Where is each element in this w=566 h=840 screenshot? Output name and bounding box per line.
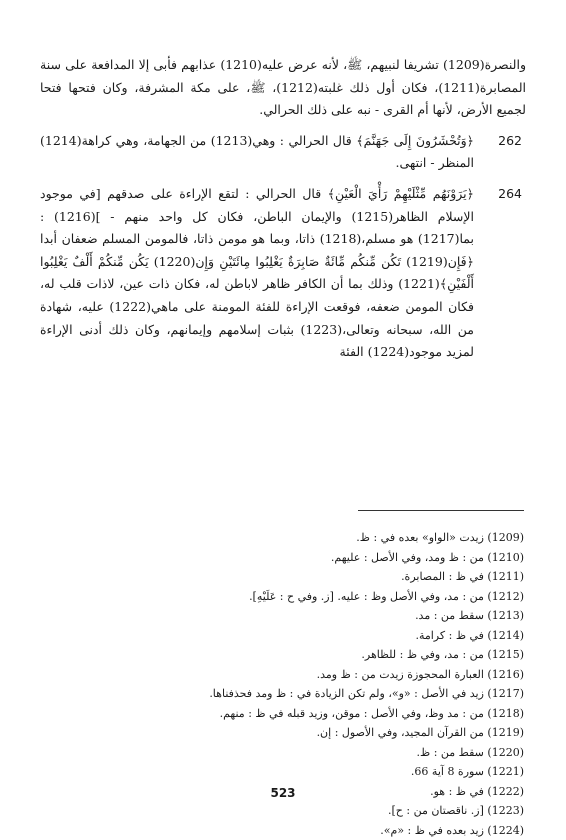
footnote: (1222) في ظ : هو. <box>60 782 524 802</box>
footnote: (1224) زيد بعده في ظ : «م». <box>60 821 524 840</box>
footnote: (1209) زيدت «الواو» بعده في : ظ. <box>60 528 524 548</box>
verse-number: 264 <box>498 183 522 206</box>
spacer <box>40 122 526 130</box>
spacer <box>40 175 526 183</box>
entry-264 <box>40 183 526 364</box>
footnote: (1210) من : ظ ومد، وفي الأصل : عليهم. <box>60 548 524 568</box>
footnote: (1220) سقط من : ظ. <box>60 743 524 763</box>
main-text <box>40 54 526 364</box>
footnote: (1212) من : مد، وفي الأصل وظ : عليه. [ز. وفي ح : عَلَيْهِ]. <box>60 587 524 607</box>
footnote: (1215) من : مد، وفي ظ : للظاهر. <box>60 645 524 665</box>
footnote-separator <box>358 510 524 511</box>
footnote: (1214) في ظ : كرامة. <box>60 626 524 646</box>
footnote: (1221) سورة 8 آية 66. <box>60 762 524 782</box>
footnote: (1219) من القرآن المجيد، وفي الأصول : إن. <box>60 723 524 743</box>
paragraph-continuation: والنصرة(1209) تشريفا لنبيهم، ﷺ، لأنه عرض عليه(1210) عذابهم فأبى إلا المدافعة على سنة المصابرة(1211)، فكان أول ذلك غلبته(1212)، ﷺ، على مكة المشرفة، وكان فتحها فتحا لجميع الأرض، لأنها أم القرى - نبه على ذلك الحرالي. <box>40 54 526 122</box>
entry-262 <box>40 130 526 175</box>
page-number: 523 <box>0 786 566 800</box>
entry-text: ﴿وَتُحْشَرُونَ إِلَى جَهَنَّمَ﴾ قال الحرالي : وهي(1213) من الجهامة، وهي كراهة(1214) المنظر - انتهى. <box>40 130 474 175</box>
footnote: (1211) في ظ : المصابرة. <box>60 567 524 587</box>
footnote: (1223) [ز. ناقصتان من : ح]. <box>60 801 524 821</box>
verse-number: 262 <box>498 130 522 153</box>
footnote: (1213) سقط من : مد. <box>60 606 524 626</box>
footnote: (1218) من : مد وظ، وفي الأصل : موقن، وزيد قبله في ظ : منهم. <box>60 704 524 724</box>
footnote: (1216) العبارة المحجوزة زيدت من : ظ ومد. <box>60 665 524 685</box>
entry-text: ﴿يَرَوْنَهُم مِّثْلَيْهِمْ رَأْيَ الْعَيْنِ﴾ قال الحرالي : لتقع الإراءة على صدقهم [في موجود الإسلام الظاهر(1215) والإيمان الباطن، فكان كل واحد منهم - ](1216) : بما(1217) هو مسلم،(1218) ذاتا، وبما هو مومن ذاتا، فالمومن المسلم ضعفان أبدا ﴿فَإِن(1219) تَكُن مِّنكُم مِّائَةٌ صَابِرَةٌ يَغْلِبُوا مِائَتَيْنِ وَإِن(1220) يَكُن مِّنكُمْ أَلْفٌ يَغْلِبُوا أَلْفَيْنِ﴾(1221) وذلك بما أن الكافر ظاهر لاباطن له، فكان ذات عين، لاذات قلب له، فكان المومن ضعفه، فوقعت الإراءة للفئة المومنة على ماهي(1222) عليه، شهادة من الله، سبحانه وتعالى،(1223) بثبات إسلامهم وإيمانهم، وكان ذلك أدنى الإراءة لمزيد موجود(1224) الفئة <box>40 183 474 364</box>
footnote: (1217) زيد في الأصل : «و»، ولم تكن الزيادة في : ظ ومد فحذفناها. <box>60 684 524 704</box>
